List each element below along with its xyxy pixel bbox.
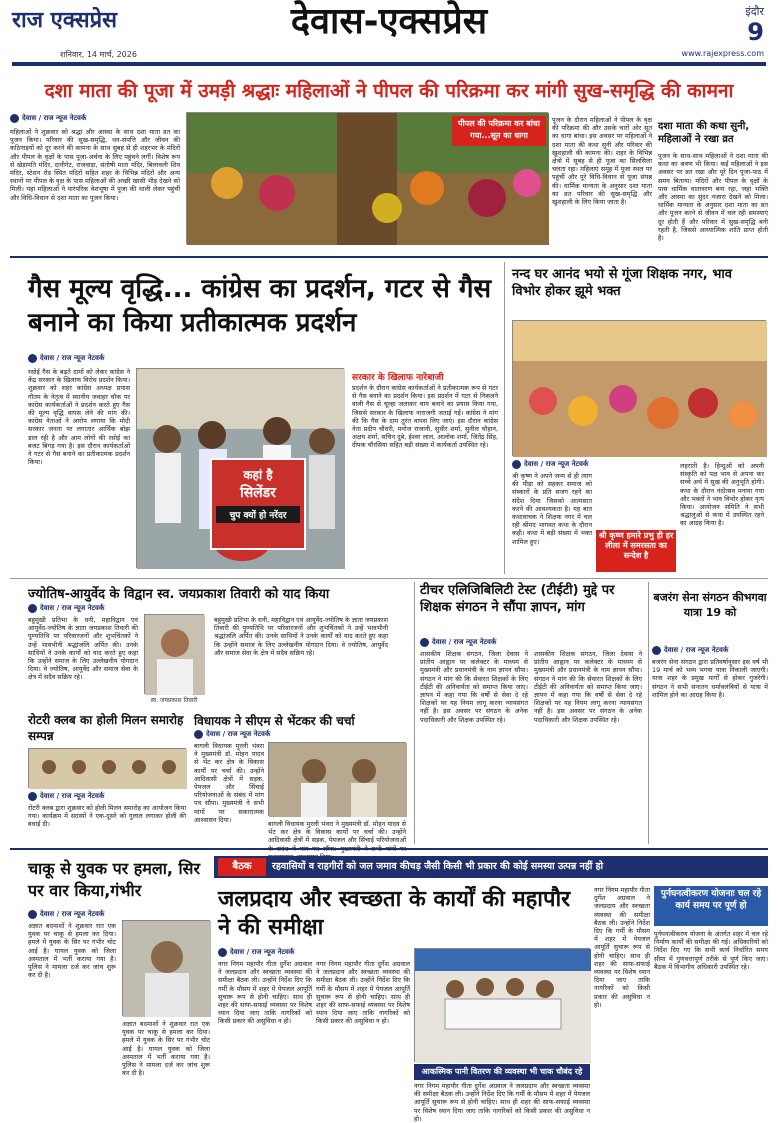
story-tet <box>418 582 644 844</box>
city-label: इंदौर <box>745 5 764 18</box>
story4-caption: स्व. जयप्रकाश तिवारी <box>150 697 198 704</box>
divider <box>10 578 768 579</box>
story6-body: बागली विधायक मुरली भंवरा ने मुख्यमंत्री डॉ. मोहन यादव से भेंट कर क्षेत्र के विकास कार्यों पर चर्चा की। उन्होंने आदिवासी क्षेत्रों में सड़क, पेयजल और सिंचाई परियोजनाओं के संबंध में मांग पत्र सौंपा। मुख्यमंत्री ने सभी मांगों पर सकारात्मक आश्वासन दिया। <box>194 742 264 824</box>
website: www.rajexpress.com <box>681 49 764 58</box>
story7-headline: टीचर एलिजिबिलिटी टेस्ट (टीईटी) मुद्दे पर शिक्षक संगठन ने सौंपा ज्ञापन, मांग <box>420 583 615 615</box>
story10-body: नगर निगम महापौर गीता दुर्गेश अग्रवाल ने जलप्रदाय और स्वच्छता व्यवस्था की समीक्षा बैठक ली। उन्होंने निर्देश दिए कि गर्मी के मौसम में शहर में पेयजल आपूर्ति सुचारू रूप से होनी चाहिए। साथ ही शहर की साफ-सफाई व्यवस्था पर विशेष ध्यान दिया जाए ताकि नागरिकों को किसी प्रकार की असुविधा न हो। <box>218 960 312 1026</box>
story-dasha-mata <box>10 72 768 248</box>
story-knife-attack <box>10 852 212 1102</box>
story10-byline: देवास / राज न्यूज नेटवर्क <box>218 948 294 957</box>
poster-line-1: कहां है <box>243 468 273 482</box>
story9-body-2: अज्ञात बदमाशों ने शुक्रवार रात एक युवक पर चाकू से हमला कर दिया। हमले में युवक के सिर पर गंभीर चोट आई है। घायल युवक को जिला अस्पताल में भर्ती कराया गया है। पुलिस ने मामला दर्ज कर जांच शुरू कर दी है। <box>122 1020 210 1078</box>
story-mla-cm <box>190 712 410 844</box>
story1-body: महिलाओं ने शुक्रवार को श्रद्धा और आस्था के साथ दशा माता व्रत का पूजन किया। परिवार की सुख-समृद्धि, धन-संपत्ति और जीवन की कठिनाइयों को दूर करने की कामना के साथ सुबह से ही शहरभर के मंदिरों और पीपल के वृक्षों के पास पूजा-अर्चना के लिए पहुंचने लगीं। विशेष रूप से खेड़ापति मंदिर, दानीगेट, राजवाड़ा, संतोषी माता मंदिर, बिलावली शिव मंदिर, स्टेशन रोड स्थित मंदिरों सहित शहर के विभिन्न मंदिरों और अन्य स्थानों पर पीपल के वृक्ष के पास महिलाओं की अच्छी खासी भीड़ देखने को मिली। यहां महिलाओं ने पारंपरिक वेशभूषा में पूजा की थाली लेकर पहुंचीं और विधि-विधान से दशा माता का पूजन किया। <box>10 128 180 202</box>
story-bajrang-sena <box>652 582 768 844</box>
story2-body2: प्रदर्शन के दौरान कांग्रेस कार्यकर्ताओं ने प्रतीकात्मक रूप से गटर से गैस बनाने का प्रदर्शन किया। इस प्रदर्शन में गटर से निकलने वाली गैस से चूल्हा जलाकर चाय बनाने का प्रयास किया गया, जिससे सरकार के खिलाफ नाराजगी जताई गई। कांग्रेस ने मांग की कि गैस के दाम तुरंत वापस लिए जाएं। इस दौरान कांग्रेस नेता प्रदीप चौधरी, मनोज राजानी, सुधीर शर्मा, सुनील चौहान, अक्षय शर्मा, सचिन दुबे, ईश्वर लाल, आलोक शर्मा, जितेंद्र सिंह, दीपक चौरसिया सहित बड़ी संख्या में कार्यकर्ता उपस्थित रहे। <box>352 384 498 450</box>
story1-body3: पूजन के साथ-साथ महिलाओं ने दशा माता की कथा का श्रवण भी किया। कई महिलाओं ने इस अवसर पर व्रत रखा और पूरे दिन पूजा-पाठ में समय बिताया। मंदिरों और पीपल के वृक्षों के पास धार्मिक वातावरण बना रहा, जहां भक्ति और आस्था का सुंदर नजारा देखने को मिला। धार्मिक मान्यता के अनुसार दशा माता का व्रत और पूजन करने से जीवन में चल रही समस्याएं दूर होती हैं और परिवार में सुख-समृद्धि बनी रहती है, जिससे आध्यात्मिक शांति प्राप्त होती है। <box>658 152 768 243</box>
story9-headline: चाकू से युवक पर हमला, सिर पर वार किया,गंभीर <box>28 859 200 900</box>
story10-body-2: नगर निगम महापौर गीता दुर्गेश अग्रवाल ने जलप्रदाय और स्वच्छता व्यवस्था की समीक्षा बैठक ली। उन्होंने निर्देश दिए कि गर्मी के मौसम में शहर में पेयजल आपूर्ति सुचारू रूप से होनी चाहिए। साथ ही शहर की साफ-सफाई व्यवस्था पर विशेष ध्यान दिया जाए ताकि नागरिकों को किसी प्रकार की असुविधा न हो। <box>316 960 410 1026</box>
story9-photo-image <box>123 921 211 1017</box>
story6-headline: विधायक ने सीएम से भेंटकर की चर्चा <box>194 714 355 728</box>
story2-headline: गैस मूल्य वृद्धि... कांग्रेस का प्रदर्शन, गटर से गैस बनाने का किया प्रतीकात्मक प्रदर्शन <box>28 274 492 338</box>
story-jayprakash-tiwari <box>10 582 390 708</box>
story4-portrait-image <box>145 615 205 695</box>
masthead-rule <box>12 62 766 66</box>
divider <box>414 582 415 844</box>
story4-body-2: बहुमुखी प्रतिभा के धनी, महाविद्वान एवं आयुर्वेद-ज्योतिष के ज्ञाता जयप्रकाश तिवारी की पुण्यतिथि पर परिवारजनों और शुभचिंतकों ने उन्हें भावभीनी श्रद्धांजलि अर्पित की। उनके साथियों ने उनके कार्यों को याद करते हुए कहा कि उन्होंने समाज के लिए उल्लेखनीय योगदान दिया। वे ज्योतिष, आयुर्वेद और समाज सेवा के क्षेत्र में सदैव सक्रिय रहे। <box>214 616 388 657</box>
story4-headline: ज्योतिष-आयुर्वेद के विद्वान स्व. जयप्रकाश तिवारी को याद किया <box>28 587 330 602</box>
story2-poster <box>210 458 306 550</box>
story1-caption: पीपल की परिक्रमा कर बांधा गया...सूत का धागा <box>458 119 540 140</box>
story1-body2: पूजन के दौरान महिलाओं ने पीपल के वृक्ष की परिक्रमा की और उसके चारों ओर सूत का धागा बांधा। इस अवसर पर महिलाओं ने दशा माता की कथा सुनी और परिवार की खुशहाली की कामना की। शहर के विभिन्न क्षेत्रों में सुबह से ही पूजा का सिलसिला चलता रहा। महिलाएं समूह में पूजा स्थल पर पहुंचीं और पूरे विधि-विधान से पूजा संपन्न की। धार्मिक मान्यता के अनुसार दशा माता का व्रत परिवार की सुख-समृद्धि और खुशहाली के लिए किया जाता है। <box>552 116 652 207</box>
story8-headline: बजरंग सेना संगठन कीभगवा यात्रा 19 को <box>653 591 767 619</box>
story1-sub-headline: दशा माता की कथा सुनी, महिलाओं ने रखा व्रत <box>658 121 750 145</box>
story3-quote: श्री कृष्ण हमारे प्रभु ही हर लीला में समरसता का सन्देश है <box>598 531 674 560</box>
story3-body2: लहराती है। हिन्दुओं को अपनी संस्कृति को पक्ष भाव से अपना कर सच्चे अर्थ में सुख की अनुभूति होगी। कथा के दौरान नंदोत्सव मनाया गया और भक्तों ने भाव विभोर होकर नृत्य किया। आयोजन समिति ने सभी श्रद्धालुओं से कथा में उपस्थित रहने का आग्रह किया है। <box>680 462 764 528</box>
brand-name: राज एक्सप्रेस <box>12 8 117 33</box>
story11-headline-box <box>654 886 768 926</box>
story4-body: बहुमुखी प्रतिभा के धनी, महाविद्वान एवं आयुर्वेद-ज्योतिष के ज्ञाता जयप्रकाश तिवारी की पुण्यतिथि पर परिवारजनों और शुभचिंतकों ने उन्हें भावभीनी श्रद्धांजलि अर्पित की। उनके साथियों ने उनके कार्यों को याद करते हुए कहा कि उन्होंने समाज के लिए उल्लेखनीय योगदान दिया। वे ज्योतिष, आयुर्वेद और समाज सेवा के क्षेत्र में सदैव सक्रिय रहे। <box>28 616 138 682</box>
masthead <box>0 0 778 68</box>
story3-photo <box>512 320 766 456</box>
byline-dot-icon <box>194 730 203 739</box>
story-gas-protest <box>10 262 500 574</box>
issue-date: शनिवार, 14 मार्च, 2026 <box>60 50 137 59</box>
byline-dot-icon <box>512 460 521 469</box>
story5-body: रोटरी क्लब द्वारा शुक्रवार को होली मिलन समारोह का आयोजन किया गया। कार्यक्रम में सदस्यों ने एक-दूसरे को गुलाल लगाकर होली की बधाई दी। <box>28 804 186 829</box>
story9-body: अज्ञात बदमाशों ने शुक्रवार रात एक युवक पर चाकू से हमला कर दिया। हमले में युवक के सिर पर गंभीर चोट आई है। घायल युवक को जिला अस्पताल में भर्ती कराया गया है। पुलिस ने मामला दर्ज कर जांच शुरू कर दी है। <box>28 922 116 980</box>
divider <box>10 256 768 258</box>
story-rotary-club <box>10 712 188 844</box>
poster-line-3: चुप क्यों हो नरेंदर <box>216 506 300 523</box>
story6-photo <box>268 742 406 816</box>
divider <box>10 848 768 850</box>
story3-byline: देवास / राज न्यूज नेटवर्क <box>512 460 588 469</box>
byline-dot-icon <box>652 646 661 655</box>
story4-portrait <box>144 614 204 694</box>
story3-quote-box <box>596 530 676 572</box>
byline-dot-icon <box>28 792 37 801</box>
story6-body-2: बागली विधायक मुरली भंवरा ने मुख्यमंत्री डॉ. मोहन यादव से भेंट कर क्षेत्र के विकास कार्यों पर चर्चा की। उन्होंने आदिवासी क्षेत्रों में सड़क, पेयजल और सिंचाई परियोजनाओं <box>268 820 406 845</box>
story5-photo <box>28 748 186 788</box>
story-redensification <box>654 886 768 1102</box>
story10-body-4: नगर निगम महापौर गीता दुर्गेश अग्रवाल ने जलप्रदाय और स्वच्छता व्यवस्था की समीक्षा बैठक ली। उन्होंने निर्देश दिए कि गर्मी के मौसम में शहर में पेयजल आपूर्ति सुचारू रूप से होनी चाहिए। साथ ही शहर की साफ-सफाई व्यवस्था पर विशेष ध्यान दिया जाए ताकि नागरिकों को किसी प्रकार की असुविधा न हो। <box>594 886 650 1009</box>
story1-caption-box <box>452 116 546 146</box>
story1-headline: दशा माता की पूजा में उमड़ी श्रद्धाः महिलाओं ने पीपल की परिक्रमा कर मांगी सुख-समृद्धि की कामना <box>44 80 734 102</box>
story8-byline: देवास / राज न्यूज नेटवर्क <box>652 646 728 655</box>
story4-byline: देवास / राज न्यूज नेटवर्क <box>28 604 104 613</box>
story3-body: श्री कृष्ण ने अपने जन्म से ही त्याग की पीड़ा को सहकर समाज को संस्कारों के प्रति सजग रहने का संदेश दिया जिसको आत्मसात करने की आवश्यकता है। यह बात कथावाचक ने शिक्षक नगर में चल रही श्रीमद भागवत कथा के दौरान कही। कथा में बड़ी संख्या में भक्त शामिल हुए। <box>512 472 592 546</box>
story10-caption: आकस्मिक पानी वितरण की व्यवस्था भी चाक चौबंद रहे <box>414 1064 590 1080</box>
story9-photo <box>122 920 210 1016</box>
divider <box>648 582 649 844</box>
story7-body-2: शासकीय शिक्षक संगठन, जिला देवास ने प्रांतीय आह्वान पर कलेक्टर के माध्यम से मुख्यमंत्री और प्रधानमंत्री के नाम ज्ञापन सौंपा। संगठन ने मांग की कि सेवारत शिक्षकों के लिए टीईटी की अनिवार्यता को समाप्त किया जाए। ज्ञापन में कहा गया कि वर्षों से सेवा दे रहे शिक्षकों पर यह नियम लागू करना न्यायसंगत नहीं है। इस अवसर पर संगठन के अनेक पदाधिकारी और शिक्षक उपस्थित रहे। <box>534 650 642 724</box>
story1-byline: देवास / राज न्यूज नेटवर्क <box>10 114 86 123</box>
story10-photo <box>414 948 590 1062</box>
story6-photo-image <box>269 743 407 817</box>
byline-dot-icon <box>218 948 227 957</box>
story2-sub-headline: सरकार के खिलाफ नारेबाजी <box>352 373 444 383</box>
story3-photo-image <box>513 321 767 457</box>
byline-dot-icon <box>10 114 19 123</box>
story2-byline: देवास / राज न्यूज नेटवर्क <box>28 354 104 363</box>
story6-byline: देवास / राज न्यूज नेटवर्क <box>194 730 270 739</box>
story-nand-ghar <box>508 262 768 574</box>
story7-body: शासकीय शिक्षक संगठन, जिला देवास ने प्रांतीय आह्वान पर कलेक्टर के माध्यम से मुख्यमंत्री और प्रधानमंत्री के नाम ज्ञापन सौंपा। संगठन ने मांग की कि सेवारत शिक्षकों के लिए टीईटी की अनिवार्यता को समाप्त किया जाए। ज्ञापन में कहा गया कि वर्षों से सेवा दे रहे शिक्षकों पर यह नियम लागू करना न्यायसंगत नहीं है। इस अवसर पर संगठन के अनेक पदाधिकारी और शिक्षक उपस्थित रहे। <box>420 650 528 724</box>
story10-photo-image <box>415 949 591 1063</box>
story8-body: बजरंग सेना संगठन द्वारा प्रतिवर्षानुसार इस वर्ष भी 19 मार्च को भव्य भगवा यात्रा निकाली जाएगी। यात्रा शहर के प्रमुख मार्गों से होकर गुजरेगी। संगठन ने सभी सनातन धर्मावलंबियों से यात्रा में शामिल होने का आग्रह किया है। <box>652 658 768 699</box>
story11-headline: पुर्नघनत्वीकरण योजनाः चल रहे कार्य समय पर पूर्ण हो <box>660 889 762 911</box>
page-number: 9 <box>747 18 764 46</box>
story3-headline: नन्द घर आनंद भयो से गूंजा शिक्षक नगर, भाव विभोर होकर झूमे भक्त <box>512 267 732 299</box>
divider <box>504 262 505 574</box>
story10-headline: जलप्रदाय और स्वच्छता के कार्यों की महापौर ने की समीक्षा <box>218 887 571 940</box>
byline-dot-icon <box>420 638 429 647</box>
story11-body: पुर्नघनत्वीकरण योजना के अंतर्गत शहर में चल रहे निर्माण कार्यों की समीक्षा की गई। अधिकारियों को निर्देश दिए गए कि सभी कार्य निर्धारित समय सीमा में गुणवत्तापूर्ण तरीके से पूर्ण किए जाएं। बैठक में विभागीय अधिकारी उपस्थित रहे। <box>654 930 768 971</box>
byline-dot-icon <box>28 354 37 363</box>
story10-body-3: नगर निगम महापौर गीता दुर्गेश अग्रवाल ने जलप्रदाय और स्वच्छता व्यवस्था की समीक्षा बैठक ली। उन्होंने निर्देश दिए कि गर्मी के मौसम में शहर में पेयजल आपूर्ति सुचारू रूप से होनी चाहिए। साथ ही शहर की साफ-सफाई व्यवस्था पर विशेष ध्यान दिया जाए ताकि नागरिकों को किसी प्रकार की असुविधा न हो। <box>414 1082 590 1123</box>
byline-dot-icon <box>28 910 37 919</box>
story10-kicker: बैठक <box>218 858 266 876</box>
edition-title: देवास-एक्सप्रेस <box>290 1 488 42</box>
story5-byline: देवास / राज न्यूज नेटवर्क <box>28 792 104 801</box>
story9-byline: देवास / राज न्यूज नेटवर्क <box>28 910 104 919</box>
story2-body: रसोई गैस के बढ़ते दामों को लेकर कांग्रेस ने केंद्र सरकार के खिलाफ विरोध प्रदर्शन किया। शुक्रवार को शहर कांग्रेस अध्यक्ष प्रयास गौतम के नेतृत्व में स्थानीय जवाहर चौक पर कांग्रेस कार्यकर्ताओं ने प्रदर्शन करते हुए गैस की मूल्य वृद्धि वापस लेने की मांग की। कांग्रेस नेताओं ने आरोप लगाया कि मोदी सरकार जनता पर लगातार आर्थिक बोझ डाल रही है और आम लोगों की रसोई का बजट बिगड़ गया है। इस दौरान कार्यकर्ताओं ने गटर से गैस बनाने का प्रतीकात्मक प्रदर्शन किया। <box>28 368 130 467</box>
poster-line-2: सिलेंडर <box>240 485 276 501</box>
story10-deck: रहवासियों व राहगीरों को जल जमाव कीचड़ जैसी किसी भी प्रकार की कोई समस्या उत्पन्न नहीं हो <box>272 861 604 872</box>
story7-byline: देवास / राज न्यूज नेटवर्क <box>420 638 496 647</box>
story5-photo-image <box>29 749 187 789</box>
byline-dot-icon <box>28 604 37 613</box>
story5-headline: रोटरी क्लब का होली मिलन समारोह सम्पन्न <box>28 713 184 743</box>
